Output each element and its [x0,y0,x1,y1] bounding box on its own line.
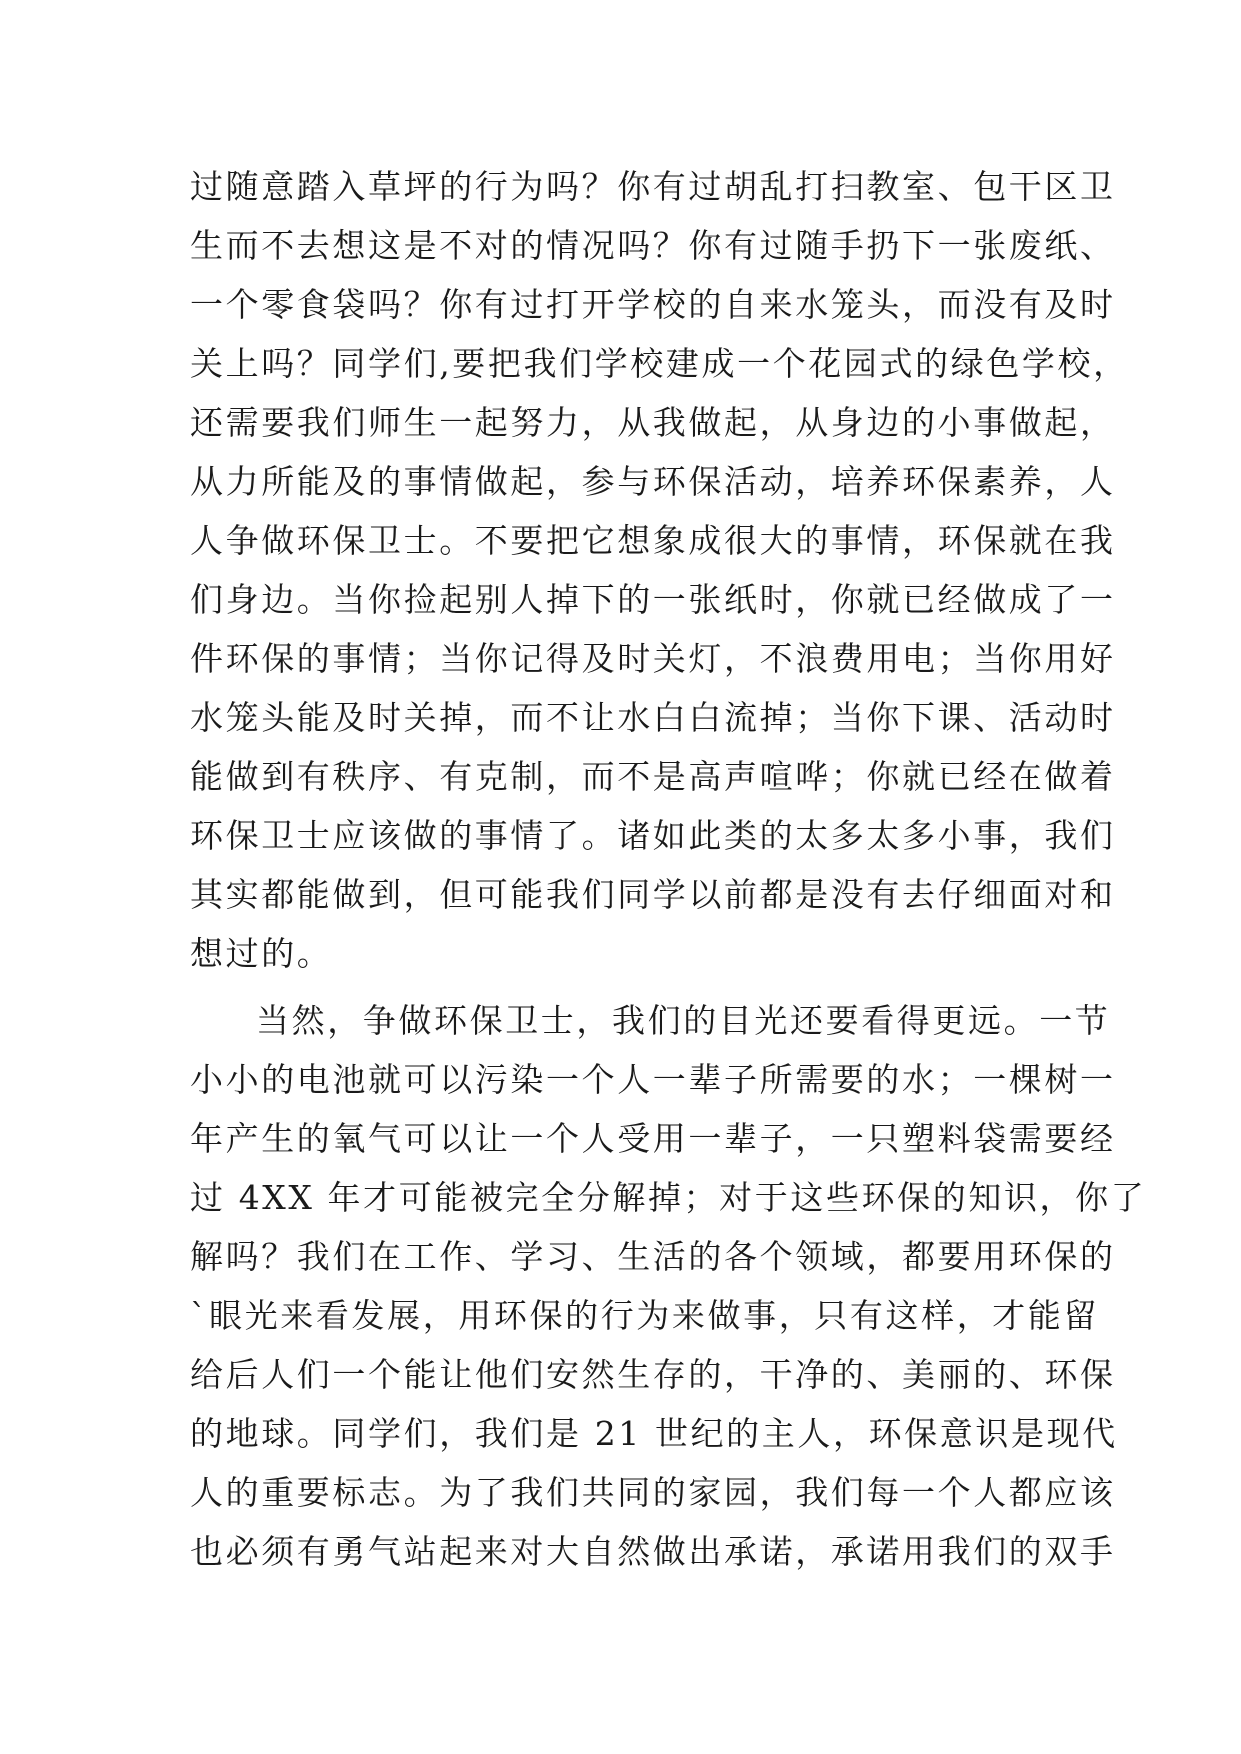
paragraph-1 [190,157,1129,983]
body-text [190,157,1147,1581]
text-line: 过 4XX 年才可能被完全分解掉；对于这些环保的知识，你了 [190,1178,1147,1217]
text-line: 还需要我们师生一起努力，从我做起，从身边的小事做起， [190,403,1116,442]
paragraph-gap [190,983,1050,991]
text-line: 也必须有勇气站起来对大自然做出承诺，承诺用我们的双手 [190,1532,1116,1571]
text-line: 人的重要标志。为了我们共同的家园，我们每一个人都应该 [190,1473,1116,1512]
text-line: 能做到有秩序、有克制，而不是高声喧哗；你就已经在做着 [190,757,1116,796]
text-line: 关上吗？同学们,要把我们学校建成一个花园式的绿色学校， [190,344,1129,383]
text-line: 给后人们一个能让他们安然生存的，干净的、美丽的、环保 [190,1355,1116,1394]
text-line: 当然，争做环保卫士，我们的目光还要看得更远。一节 [256,1001,1111,1040]
text-line: `眼光来看发展，用环保的行为来做事，只有这样，才能留 [190,1296,1100,1335]
text-line: 从力所能及的事情做起，参与环保活动，培养环保素养，人 [190,462,1116,501]
text-line: 小小的电池就可以污染一个人一辈子所需要的水；一棵树一 [190,1060,1116,1099]
text-line: 环保卫士应该做的事情了。诸如此类的太多太多小事，我们 [190,816,1116,855]
text-line: 件环保的事情；当你记得及时关灯，不浪费用电；当你用好 [190,639,1116,678]
text-line: 的地球。同学们，我们是 21 世纪的主人，环保意识是现代 [190,1414,1118,1453]
text-line: 们身边。当你捡起别人掉下的一张纸时，你就已经做成了一 [190,580,1116,619]
text-line: 一个零食袋吗？你有过打开学校的自来水笼头，而没有及时 [190,285,1116,324]
text-line: 生而不去想这是不对的情况吗？你有过随手扔下一张废纸、 [190,226,1116,265]
text-line: 想过的。 [190,934,333,973]
text-line: 过随意踏入草坪的行为吗？你有过胡乱打扫教室、包干区卫 [190,167,1116,206]
text-line: 年产生的氧气可以让一个人受用一辈子，一只塑料袋需要经 [190,1119,1116,1158]
paragraph-2 [190,991,1147,1581]
text-line: 水笼头能及时关掉，而不让水白白流掉；当你下课、活动时 [190,698,1116,737]
text-line: 其实都能做到，但可能我们同学以前都是没有去仔细面对和 [190,875,1116,914]
text-line: 人争做环保卫士。不要把它想象成很大的事情，环保就在我 [190,521,1116,560]
text-line: 解吗？我们在工作、学习、生活的各个领域，都要用环保的 [190,1237,1116,1276]
